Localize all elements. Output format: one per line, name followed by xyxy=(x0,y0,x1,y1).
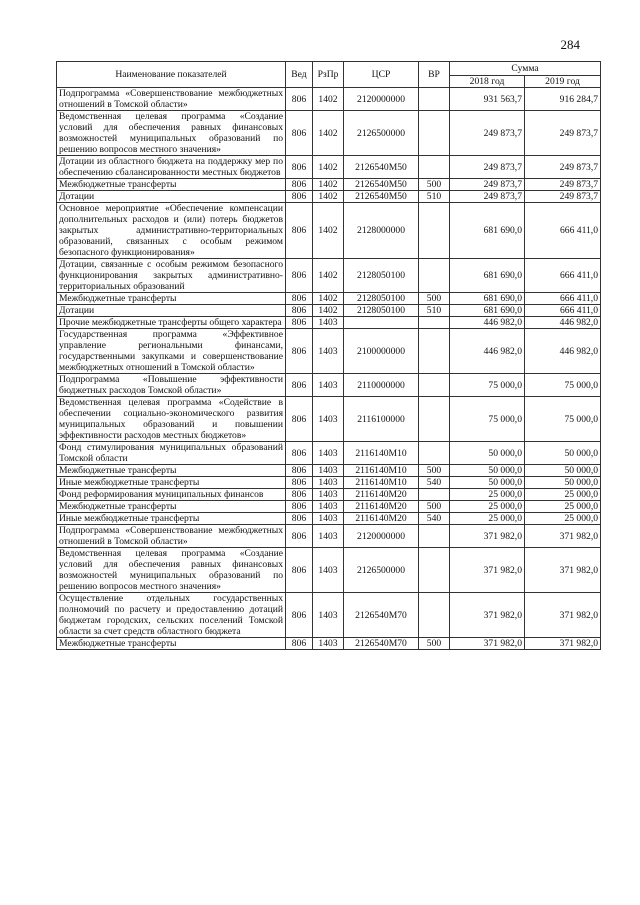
cell-2018: 50 000,0 xyxy=(450,477,525,489)
cell-name: Межбюджетные трансферты xyxy=(57,638,286,650)
header-csr: ЦСР xyxy=(344,62,419,88)
cell-name: Ведомственная целевая программа «Создание условий для обеспечения равных финансовых возможностей муниципальных образований по решению вопросов местного значения» xyxy=(57,548,286,593)
cell-2019: 916 284,7 xyxy=(525,88,601,111)
cell-csr: 2120000000 xyxy=(344,525,419,548)
cell-vr xyxy=(419,88,450,111)
cell-ved: 806 xyxy=(286,374,313,397)
table-row xyxy=(57,489,601,501)
cell-name: Основное мероприятие «Обеспечение компенсации дополнительных расходов и (или) потерь бюджетов закрытых административно-территориальных образований, связанных с особым режимом безопасного функционирования» xyxy=(57,203,286,259)
cell-csr: 2126500000 xyxy=(344,548,419,593)
cell-rzpr: 1403 xyxy=(313,525,344,548)
cell-name: Дотации, связанные с особым режимом безопасного функционирования закрытых административно-территориальных образований xyxy=(57,259,286,293)
cell-vr xyxy=(419,156,450,179)
cell-ved: 806 xyxy=(286,259,313,293)
cell-ved: 806 xyxy=(286,593,313,638)
cell-vr: 500 xyxy=(419,179,450,191)
cell-csr: 2116140М10 xyxy=(344,442,419,465)
cell-2018: 50 000,0 xyxy=(450,465,525,477)
cell-csr: 2116100000 xyxy=(344,397,419,442)
cell-2019: 50 000,0 xyxy=(525,442,601,465)
cell-name: Межбюджетные трансферты xyxy=(57,465,286,477)
table-row xyxy=(57,317,601,329)
cell-name: Фонд стимулирования муниципальных образований Томской области xyxy=(57,442,286,465)
table-row xyxy=(57,513,601,525)
cell-vr xyxy=(419,442,450,465)
cell-csr: 2126500000 xyxy=(344,111,419,156)
cell-rzpr: 1403 xyxy=(313,374,344,397)
cell-2019: 666 411,0 xyxy=(525,259,601,293)
cell-ved: 806 xyxy=(286,293,313,305)
cell-2019: 25 000,0 xyxy=(525,489,601,501)
cell-ved: 806 xyxy=(286,156,313,179)
cell-name: Межбюджетные трансферты xyxy=(57,501,286,513)
cell-2018: 371 982,0 xyxy=(450,638,525,650)
table-row xyxy=(57,548,601,593)
table-row xyxy=(57,593,601,638)
header-rzpr: РзПр xyxy=(313,62,344,88)
cell-rzpr: 1403 xyxy=(313,397,344,442)
cell-ved: 806 xyxy=(286,305,313,317)
cell-ved: 806 xyxy=(286,179,313,191)
cell-ved: 806 xyxy=(286,548,313,593)
cell-rzpr: 1403 xyxy=(313,465,344,477)
cell-csr: 2110000000 xyxy=(344,374,419,397)
cell-vr xyxy=(419,259,450,293)
cell-vr: 500 xyxy=(419,293,450,305)
header-ved: Вед xyxy=(286,62,313,88)
cell-rzpr: 1403 xyxy=(313,442,344,465)
cell-name: Подпрограмма «Повышение эффективности бюджетных расходов Томской области» xyxy=(57,374,286,397)
cell-name: Подпрограмма «Совершенствование межбюджетных отношений в Томской области» xyxy=(57,525,286,548)
cell-vr xyxy=(419,203,450,259)
header-2019: 2019 год xyxy=(525,76,601,88)
cell-vr xyxy=(419,593,450,638)
table-row xyxy=(57,329,601,374)
cell-ved: 806 xyxy=(286,489,313,501)
cell-2018: 681 690,0 xyxy=(450,293,525,305)
table-row xyxy=(57,305,601,317)
cell-ved: 806 xyxy=(286,88,313,111)
cell-rzpr: 1402 xyxy=(313,88,344,111)
cell-ved: 806 xyxy=(286,203,313,259)
cell-vr xyxy=(419,548,450,593)
cell-2018: 249 873,7 xyxy=(450,191,525,203)
table-row xyxy=(57,374,601,397)
cell-vr: 540 xyxy=(419,513,450,525)
cell-2018: 931 563,7 xyxy=(450,88,525,111)
cell-ved: 806 xyxy=(286,111,313,156)
cell-vr: 540 xyxy=(419,477,450,489)
cell-ved: 806 xyxy=(286,638,313,650)
cell-name: Дотации xyxy=(57,191,286,203)
cell-name: Дотации из областного бюджета на поддержку мер по обеспечению сбалансированности местных бюджетов xyxy=(57,156,286,179)
cell-vr xyxy=(419,489,450,501)
cell-vr: 510 xyxy=(419,191,450,203)
cell-2019: 75 000,0 xyxy=(525,397,601,442)
cell-rzpr: 1402 xyxy=(313,191,344,203)
cell-name: Ведомственная целевая программа «Содействие в обеспечении социально-экономического развития муниципальных образований и повышении эффективности расходов местных бюджетов» xyxy=(57,397,286,442)
cell-2019: 249 873,7 xyxy=(525,111,601,156)
cell-ved: 806 xyxy=(286,465,313,477)
cell-csr: 2126540М70 xyxy=(344,593,419,638)
cell-rzpr: 1403 xyxy=(313,477,344,489)
cell-vr xyxy=(419,111,450,156)
cell-ved: 806 xyxy=(286,397,313,442)
cell-rzpr: 1402 xyxy=(313,203,344,259)
cell-rzpr: 1402 xyxy=(313,156,344,179)
table-body xyxy=(57,88,601,650)
cell-csr: 2126540М50 xyxy=(344,191,419,203)
cell-csr: 2116140М20 xyxy=(344,513,419,525)
cell-2019: 75 000,0 xyxy=(525,374,601,397)
cell-2018: 371 982,0 xyxy=(450,525,525,548)
cell-rzpr: 1402 xyxy=(313,179,344,191)
cell-2018: 249 873,7 xyxy=(450,179,525,191)
table-row xyxy=(57,111,601,156)
cell-2018: 25 000,0 xyxy=(450,501,525,513)
cell-csr: 2126540М50 xyxy=(344,179,419,191)
cell-2019: 666 411,0 xyxy=(525,203,601,259)
table-row xyxy=(57,638,601,650)
cell-rzpr: 1402 xyxy=(313,305,344,317)
cell-ved: 806 xyxy=(286,329,313,374)
cell-rzpr: 1403 xyxy=(313,638,344,650)
cell-name: Прочие межбюджетные трансферты общего характера xyxy=(57,317,286,329)
cell-csr xyxy=(344,317,419,329)
cell-2019: 50 000,0 xyxy=(525,465,601,477)
cell-2018: 75 000,0 xyxy=(450,397,525,442)
header-vr: ВР xyxy=(419,62,450,88)
cell-csr: 2116140М10 xyxy=(344,465,419,477)
cell-vr xyxy=(419,317,450,329)
cell-rzpr: 1402 xyxy=(313,111,344,156)
cell-rzpr: 1403 xyxy=(313,317,344,329)
cell-csr: 2126540М70 xyxy=(344,638,419,650)
cell-rzpr: 1403 xyxy=(313,489,344,501)
table-row xyxy=(57,501,601,513)
cell-name: Иные межбюджетные трансферты xyxy=(57,513,286,525)
table-row xyxy=(57,465,601,477)
cell-vr xyxy=(419,329,450,374)
cell-2019: 25 000,0 xyxy=(525,513,601,525)
cell-csr: 2128050100 xyxy=(344,259,419,293)
cell-2018: 681 690,0 xyxy=(450,305,525,317)
table-row xyxy=(57,88,601,111)
cell-2019: 25 000,0 xyxy=(525,501,601,513)
cell-2019: 249 873,7 xyxy=(525,156,601,179)
cell-name: Межбюджетные трансферты xyxy=(57,179,286,191)
cell-vr xyxy=(419,374,450,397)
cell-2018: 50 000,0 xyxy=(450,442,525,465)
table-row xyxy=(57,293,601,305)
cell-ved: 806 xyxy=(286,501,313,513)
cell-rzpr: 1403 xyxy=(313,548,344,593)
cell-2019: 371 982,0 xyxy=(525,548,601,593)
cell-2019: 371 982,0 xyxy=(525,525,601,548)
table-row xyxy=(57,179,601,191)
cell-csr: 2116140М20 xyxy=(344,489,419,501)
cell-2018: 681 690,0 xyxy=(450,203,525,259)
table-row xyxy=(57,203,601,259)
header-sum: Сумма xyxy=(450,62,601,76)
cell-rzpr: 1403 xyxy=(313,329,344,374)
cell-name: Государственная программа «Эффективное управление региональными финансами, государственными закупками и совершенствование межбюджетных отношений в Томской области» xyxy=(57,329,286,374)
cell-vr: 500 xyxy=(419,501,450,513)
cell-rzpr: 1403 xyxy=(313,593,344,638)
cell-csr: 2116140М20 xyxy=(344,501,419,513)
cell-2018: 446 982,0 xyxy=(450,317,525,329)
cell-csr: 2128050100 xyxy=(344,293,419,305)
cell-csr: 2128000000 xyxy=(344,203,419,259)
table-row xyxy=(57,397,601,442)
cell-vr: 510 xyxy=(419,305,450,317)
cell-2019: 371 982,0 xyxy=(525,638,601,650)
cell-2018: 371 982,0 xyxy=(450,548,525,593)
cell-name: Подпрограмма «Совершенствование межбюджетных отношений в Томской области» xyxy=(57,88,286,111)
cell-2019: 249 873,7 xyxy=(525,191,601,203)
cell-ved: 806 xyxy=(286,191,313,203)
cell-csr: 2120000000 xyxy=(344,88,419,111)
cell-2019: 371 982,0 xyxy=(525,593,601,638)
cell-ved: 806 xyxy=(286,442,313,465)
table-row xyxy=(57,525,601,548)
cell-2019: 446 982,0 xyxy=(525,329,601,374)
cell-vr: 500 xyxy=(419,638,450,650)
cell-csr: 2126540М50 xyxy=(344,156,419,179)
cell-name: Фонд реформирования муниципальных финансов xyxy=(57,489,286,501)
cell-2018: 75 000,0 xyxy=(450,374,525,397)
cell-2018: 446 982,0 xyxy=(450,329,525,374)
cell-csr: 2100000000 xyxy=(344,329,419,374)
cell-ved: 806 xyxy=(286,525,313,548)
cell-ved: 806 xyxy=(286,317,313,329)
cell-2018: 249 873,7 xyxy=(450,156,525,179)
cell-name: Иные межбюджетные трансферты xyxy=(57,477,286,489)
cell-rzpr: 1402 xyxy=(313,293,344,305)
cell-rzpr: 1403 xyxy=(313,501,344,513)
cell-name: Дотации xyxy=(57,305,286,317)
cell-2018: 249 873,7 xyxy=(450,111,525,156)
table-row xyxy=(57,259,601,293)
table-row xyxy=(57,156,601,179)
cell-csr: 2116140М10 xyxy=(344,477,419,489)
cell-vr xyxy=(419,525,450,548)
cell-ved: 806 xyxy=(286,477,313,489)
header-name: Наименование показателей xyxy=(57,62,286,88)
cell-vr xyxy=(419,397,450,442)
cell-rzpr: 1402 xyxy=(313,259,344,293)
page-number: 284 xyxy=(560,37,580,52)
table-row xyxy=(57,477,601,489)
cell-2019: 666 411,0 xyxy=(525,293,601,305)
cell-2019: 666 411,0 xyxy=(525,305,601,317)
cell-name: Осуществление отдельных государственных полномочий по расчету и предоставлению дотаций бюджетам городских, сельских поселений Томской области за счет средств областного бюджета xyxy=(57,593,286,638)
cell-2018: 25 000,0 xyxy=(450,489,525,501)
cell-rzpr: 1403 xyxy=(313,513,344,525)
header-2018: 2018 год xyxy=(450,76,525,88)
cell-ved: 806 xyxy=(286,513,313,525)
table-row xyxy=(57,191,601,203)
cell-name: Межбюджетные трансферты xyxy=(57,293,286,305)
table-row xyxy=(57,442,601,465)
cell-2019: 249 873,7 xyxy=(525,179,601,191)
cell-2019: 50 000,0 xyxy=(525,477,601,489)
cell-csr: 2128050100 xyxy=(344,305,419,317)
cell-2018: 25 000,0 xyxy=(450,513,525,525)
cell-2019: 446 982,0 xyxy=(525,317,601,329)
budget-table xyxy=(56,61,601,650)
cell-2018: 681 690,0 xyxy=(450,259,525,293)
cell-name: Ведомственная целевая программа «Создание условий для обеспечения равных финансовых возможностей муниципальных образований по решению вопросов местного значения» xyxy=(57,111,286,156)
cell-2018: 371 982,0 xyxy=(450,593,525,638)
cell-vr: 500 xyxy=(419,465,450,477)
